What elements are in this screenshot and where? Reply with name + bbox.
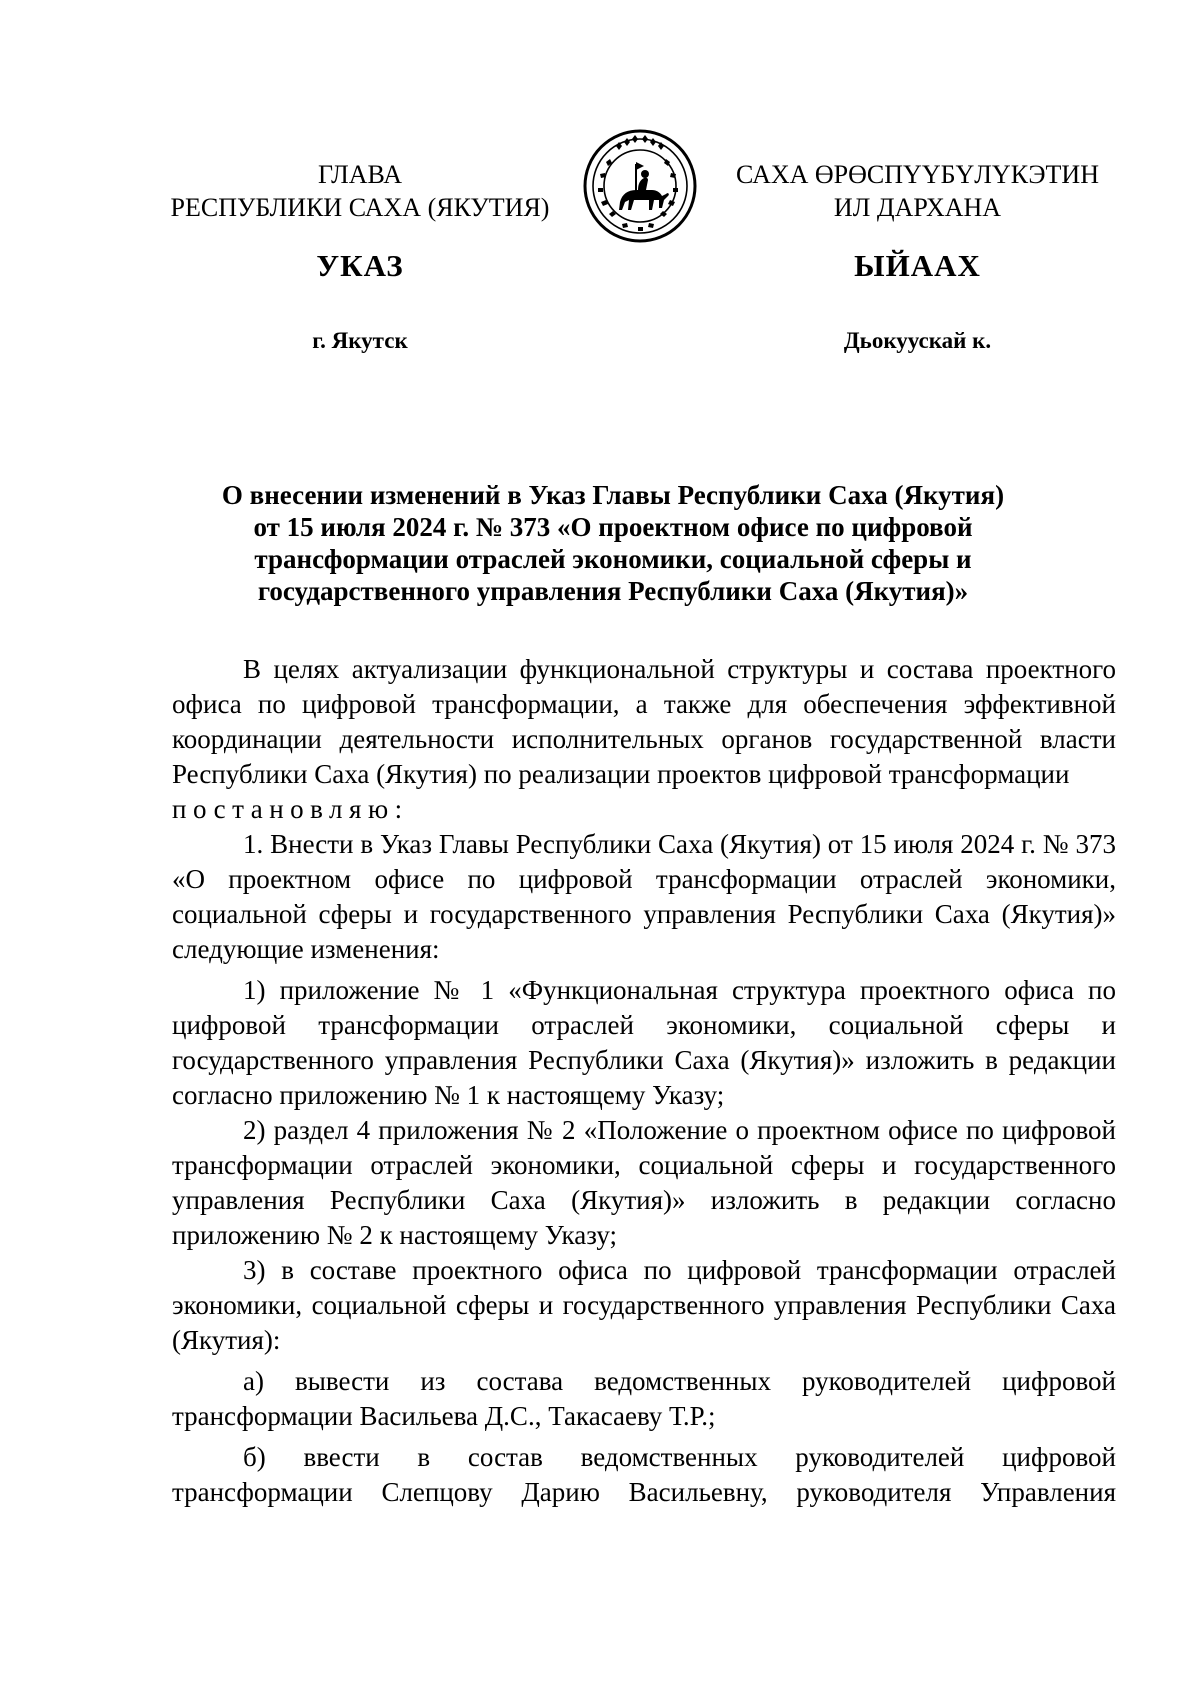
title-line2: от 15 июля 2024 г. № 373 «О проектном офисе по цифровой [253,512,973,542]
subitem-1-paragraph: 1) приложение № 1 «Функциональная структура проектного офиса по цифровой трансформации отраслей экономики, социальной сферы и государственного управления Республики Саха (Якутия)» изложить в редакции согласно приложению № 1 к настоящему Указу; [172,975,1116,1110]
city-russian: г. Якутск [312,328,408,353]
header-right-line1: САХА ӨРӨСПҮҮБҮЛҮКЭТИН [736,160,1099,189]
decree-body [172,652,1116,1510]
doc-type-russian: УКАЗ [316,248,404,283]
coat-of-arms-icon [582,128,698,244]
title-line3: трансформации отраслей экономики, социальной сферы и [254,544,972,574]
header-left-line1: ГЛАВА [318,160,402,189]
title-line1: О внесении изменений в Указ Главы Республики Саха (Якутия) [221,480,1005,510]
header-right-line2: ИЛ ДАРХАНА [833,193,1002,222]
header-left-block [160,158,560,224]
subitem-3-paragraph: 3) в составе проектного офиса по цифровой трансформации отраслей экономики, социальной сферы и государственного управления Республики Саха (Якутия): [172,1255,1116,1355]
title-line4: государственного управления Республики Саха (Якутия)» [257,576,969,606]
city-yakut: Дьокуускай к. [843,328,992,353]
intro-paragraph: В целях актуализации функциональной структуры и состава проектного офиса по цифровой трансформации, а также для обеспечения эффективной координации деятельности исполнительных органов государственной власти Республики Саха (Якутия) по реализации проектов цифровой трансформации [172,654,1116,789]
subitem-3a-paragraph: а) вывести из состава ведомственных руководителей цифровой трансформации Васильева Д.С., Такасаеву Т.Р.; [172,1366,1116,1431]
header-left-line2: РЕСПУБЛИКИ САХА (ЯКУТИЯ) [170,193,550,222]
decree-title [160,479,1066,607]
subitem-2-paragraph: 2) раздел 4 приложения № 2 «Положение о проектном офисе по цифровой трансформации отраслей экономики, социальной сферы и государственного управления Республики Саха (Якутия)» изложить в редакции согласно приложению № 2 к настоящему Указу; [172,1115,1116,1250]
doc-type-yakut: ЫЙААХ [854,248,981,283]
subitem-3b-paragraph: б) ввести в состав ведомственных руководителей цифровой трансформации Слепцову Дарию Васильевну, руководителя Управления [172,1442,1116,1507]
header-right-block [720,158,1115,224]
decree-word: постановляю: [172,794,409,824]
item-1-paragraph: 1. Внести в Указ Главы Республики Саха (Якутия) от 15 июля 2024 г. № 373 «О проектном офисе по цифровой трансформации отраслей экономики, социальной сферы и государственного управления Республики Саха (Якутия)» следующие изменения: [172,829,1116,964]
